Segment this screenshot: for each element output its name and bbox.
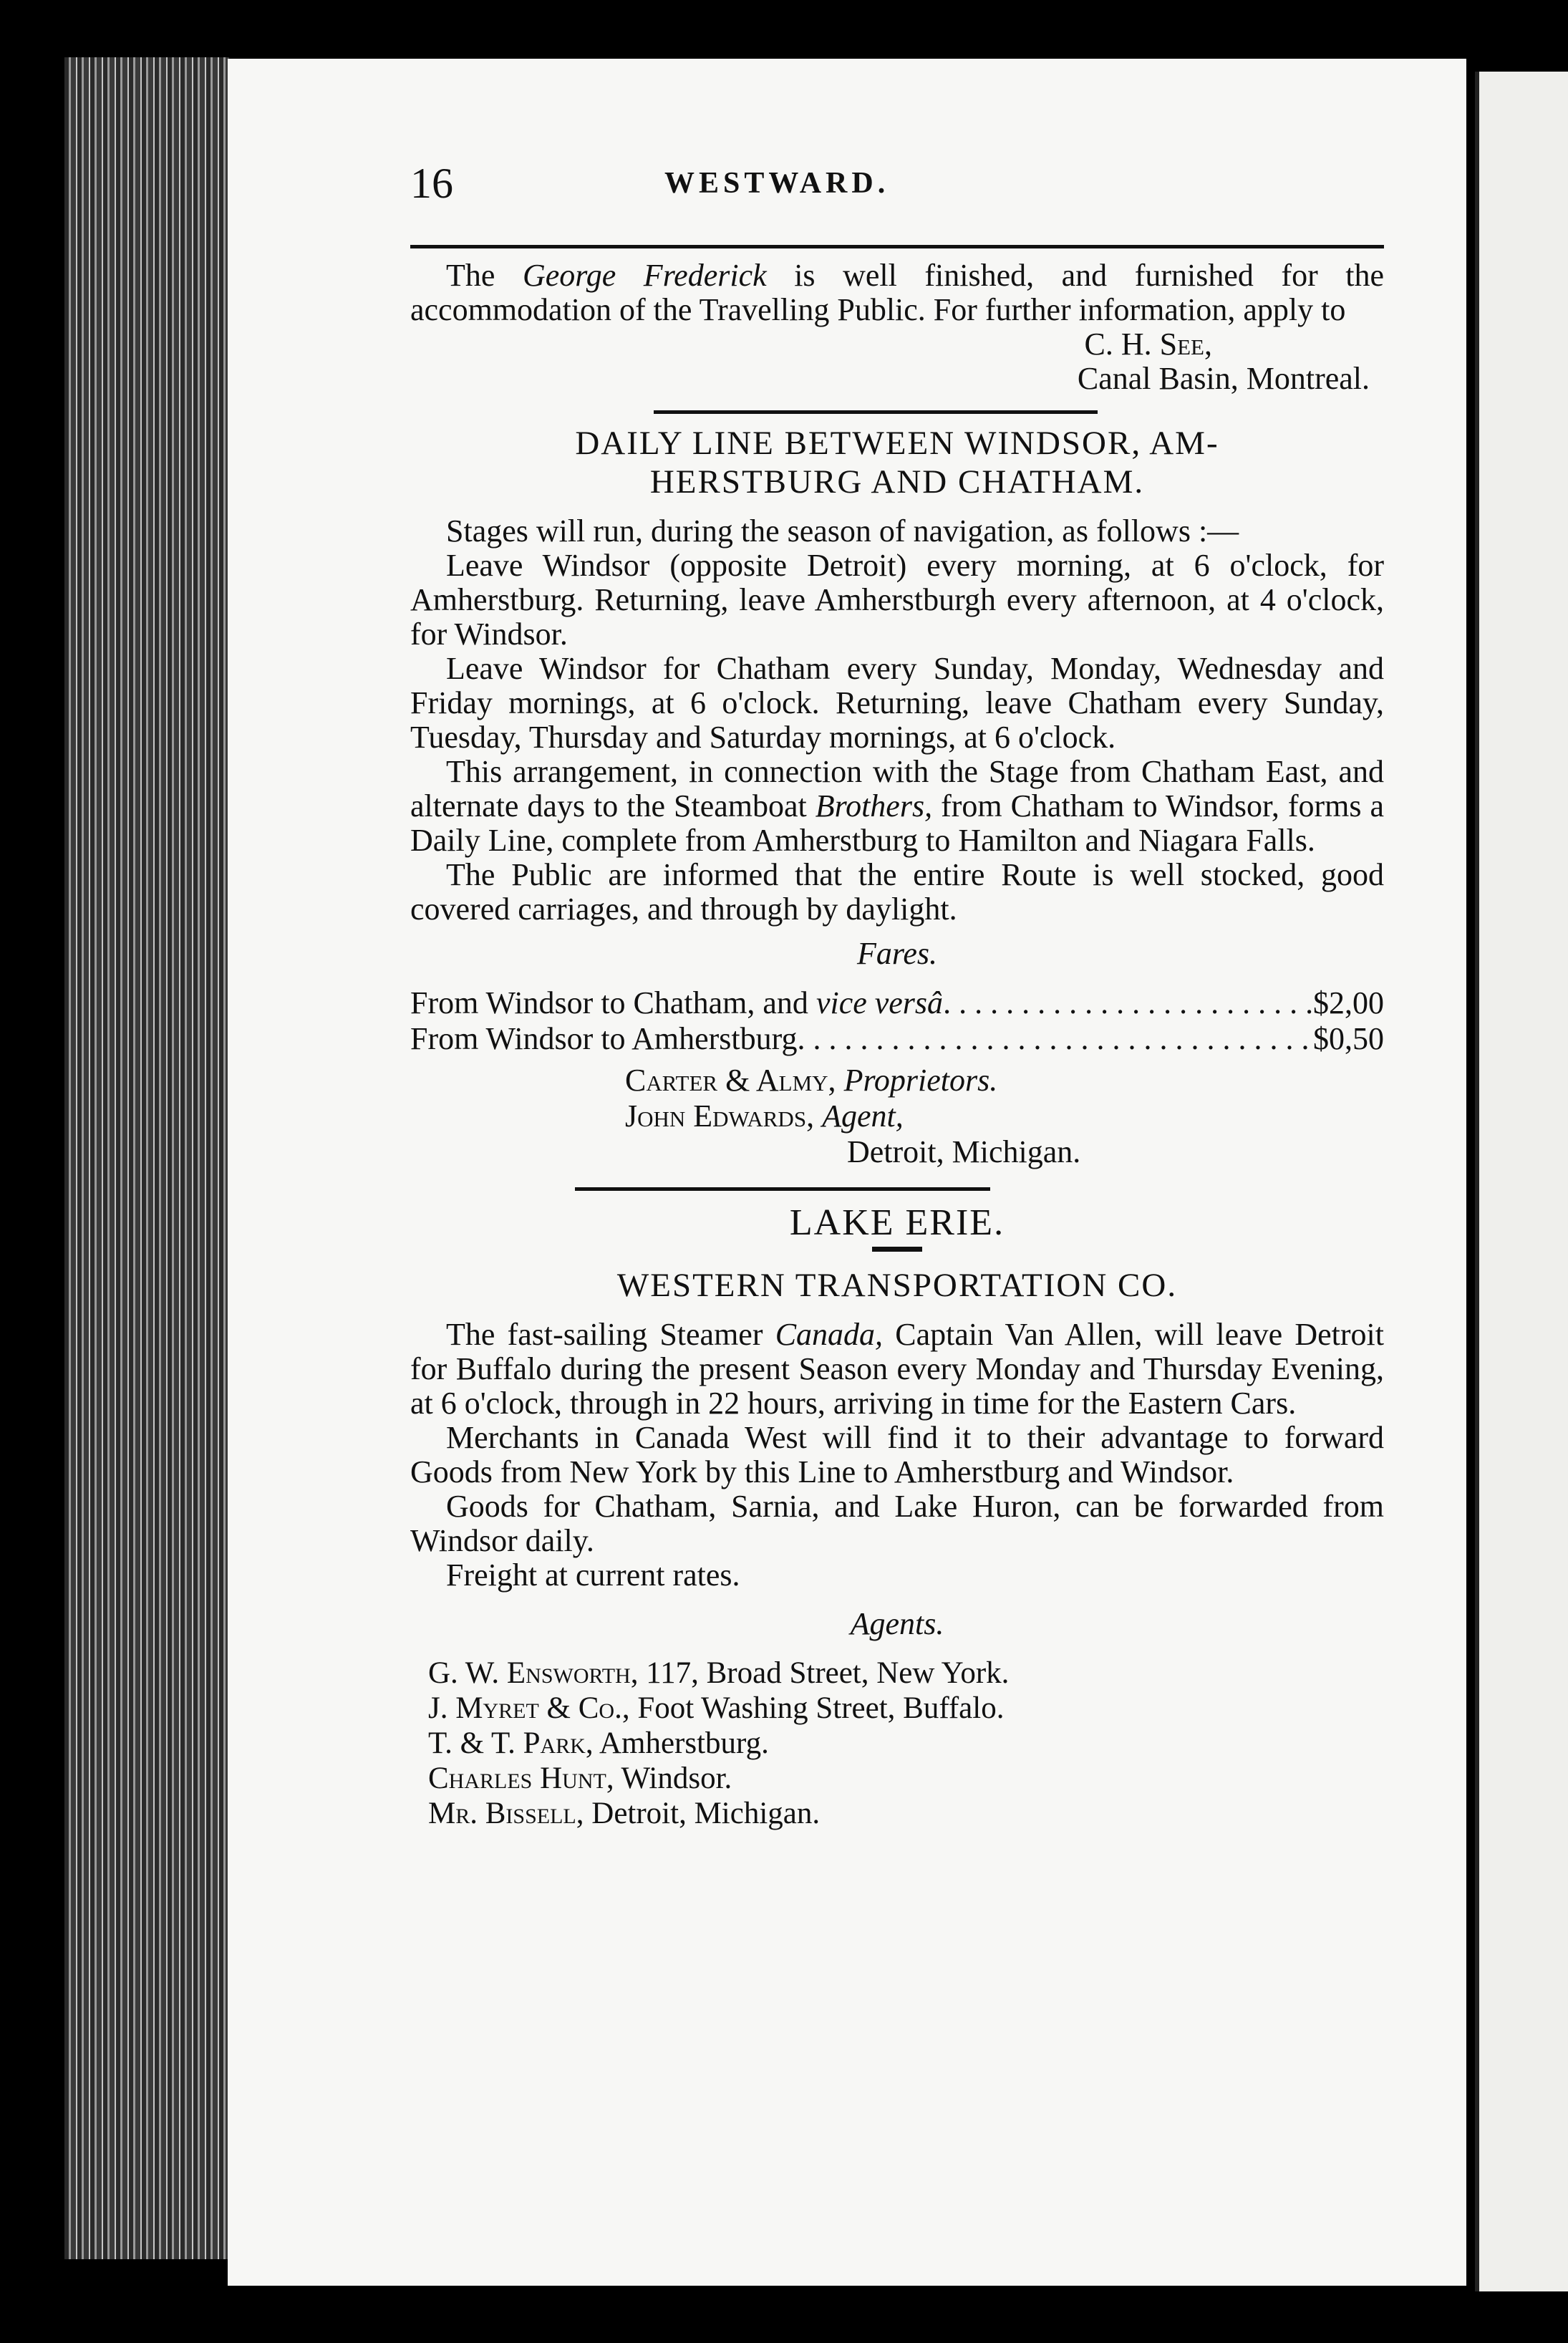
book-page: [228, 59, 1466, 2286]
ship-name: George Frederick: [522, 258, 767, 293]
steamer-canada-paragraph: The fast-sailing Steamer Canada, Captain Van Allen, will leave Detroit for Buffalo during the present Season every Monday and Thursday Evening, at 6 o'clock, through in 22 hours, arriving in time for the Eastern Cars.: [410, 1317, 1384, 1421]
section-rule: [654, 410, 1098, 414]
section-rule: [575, 1187, 990, 1191]
running-title: WESTWARD.: [664, 167, 890, 200]
agent-entry: G. W. Ensworth, 117, Broad Street, New York.: [428, 1656, 1010, 1690]
agent-entry: J. Myret & Co., Foot Washing Street, Buffalo.: [428, 1691, 1005, 1725]
goods-paragraph: Goods for Chatham, Sarnia, and Lake Huron, can be forwarded from Windsor daily.: [410, 1489, 1384, 1558]
arrangement-paragraph: This arrangement, in connection with the Stage from Chatham East, and alternate days to the Steamboat Brothers, from Chatham to Windsor, forms a Daily Line, complete from Amherstburg to Hamilton and Niagara Falls.: [410, 754, 1384, 858]
agent-entry: Charles Hunt, Windsor.: [428, 1762, 732, 1795]
stages-paragraph: Stages will run, during the season of navigation, as follows :—: [446, 513, 1239, 549]
header-rule: [410, 245, 1384, 248]
steamboat-name: Brothers,: [815, 788, 933, 823]
amherstburg-schedule: Leave Windsor (opposite Detroit) every morning, at 6 o'clock, for Amherstburg. Returning, leave Amherstburgh every afternoon, at 4 o'clock, for Windsor.: [410, 548, 1384, 652]
signature-name: C. H. See,: [1084, 327, 1212, 362]
agents-title: Agents.: [850, 1606, 944, 1641]
proprietors-signature: Carter & Almy, Proprietors.: [625, 1063, 998, 1098]
freight-paragraph: Freight at current rates.: [446, 1557, 740, 1593]
fares-title: Fares.: [856, 936, 938, 971]
fare-price: $0,50: [1313, 1021, 1384, 1056]
western-transportation-heading: WESTERN TRANSPORTATION CO.: [616, 1267, 1178, 1304]
page-number: 16: [410, 160, 453, 207]
facing-page-edge: [1475, 72, 1568, 2291]
book-page-edges: [64, 57, 229, 2259]
ship-name: Canada,: [775, 1317, 884, 1352]
fare-price: $2,00: [1313, 985, 1384, 1020]
public-informed-paragraph: The Public are informed that the entire Route is well stocked, good covered carriages, and through by daylight.: [410, 857, 1384, 927]
chatham-schedule: Leave Windsor for Chatham every Sunday, Monday, Wednesday and Friday mornings, at 6 o'clock. Returning, leave Chatham every Sunday, Tuesday, Thursday and Saturday mornings, at 6 o'clock.: [410, 651, 1384, 755]
page-header: [410, 159, 1384, 223]
fare-row: From Windsor to Amherstburg . . . $0,50: [410, 1021, 1384, 1057]
page-content: [410, 159, 1384, 1831]
agent-entry: Mr. Bissell, Detroit, Michigan.: [428, 1797, 821, 1830]
signature-place: Canal Basin, Montreal.: [1077, 361, 1370, 396]
agent-signature: John Edwards, Agent,: [625, 1098, 904, 1134]
fare-row: From Windsor to Chatham, and vice versâ . . . $2,00: [410, 985, 1384, 1021]
daily-line-heading: DAILY LINE BETWEEN WINDSOR, AM- HERSTBURG AND CHATHAM.: [575, 425, 1219, 501]
short-rule: [872, 1247, 922, 1252]
lake-erie-heading: LAKE ERIE.: [789, 1202, 1005, 1243]
agent-location: Detroit, Michigan.: [847, 1134, 1081, 1169]
merchants-paragraph: Merchants in Canada West will find it to their advantage to forward Goods from New York by this Line to Amherstburg and Windsor.: [410, 1420, 1384, 1489]
george-frederick-paragraph: The George Frederick is well finished, and furnished for the accommodation of the Travelling Public. For further information, apply to: [410, 258, 1385, 327]
agent-entry: T. & T. Park, Amherstburg.: [428, 1726, 769, 1760]
